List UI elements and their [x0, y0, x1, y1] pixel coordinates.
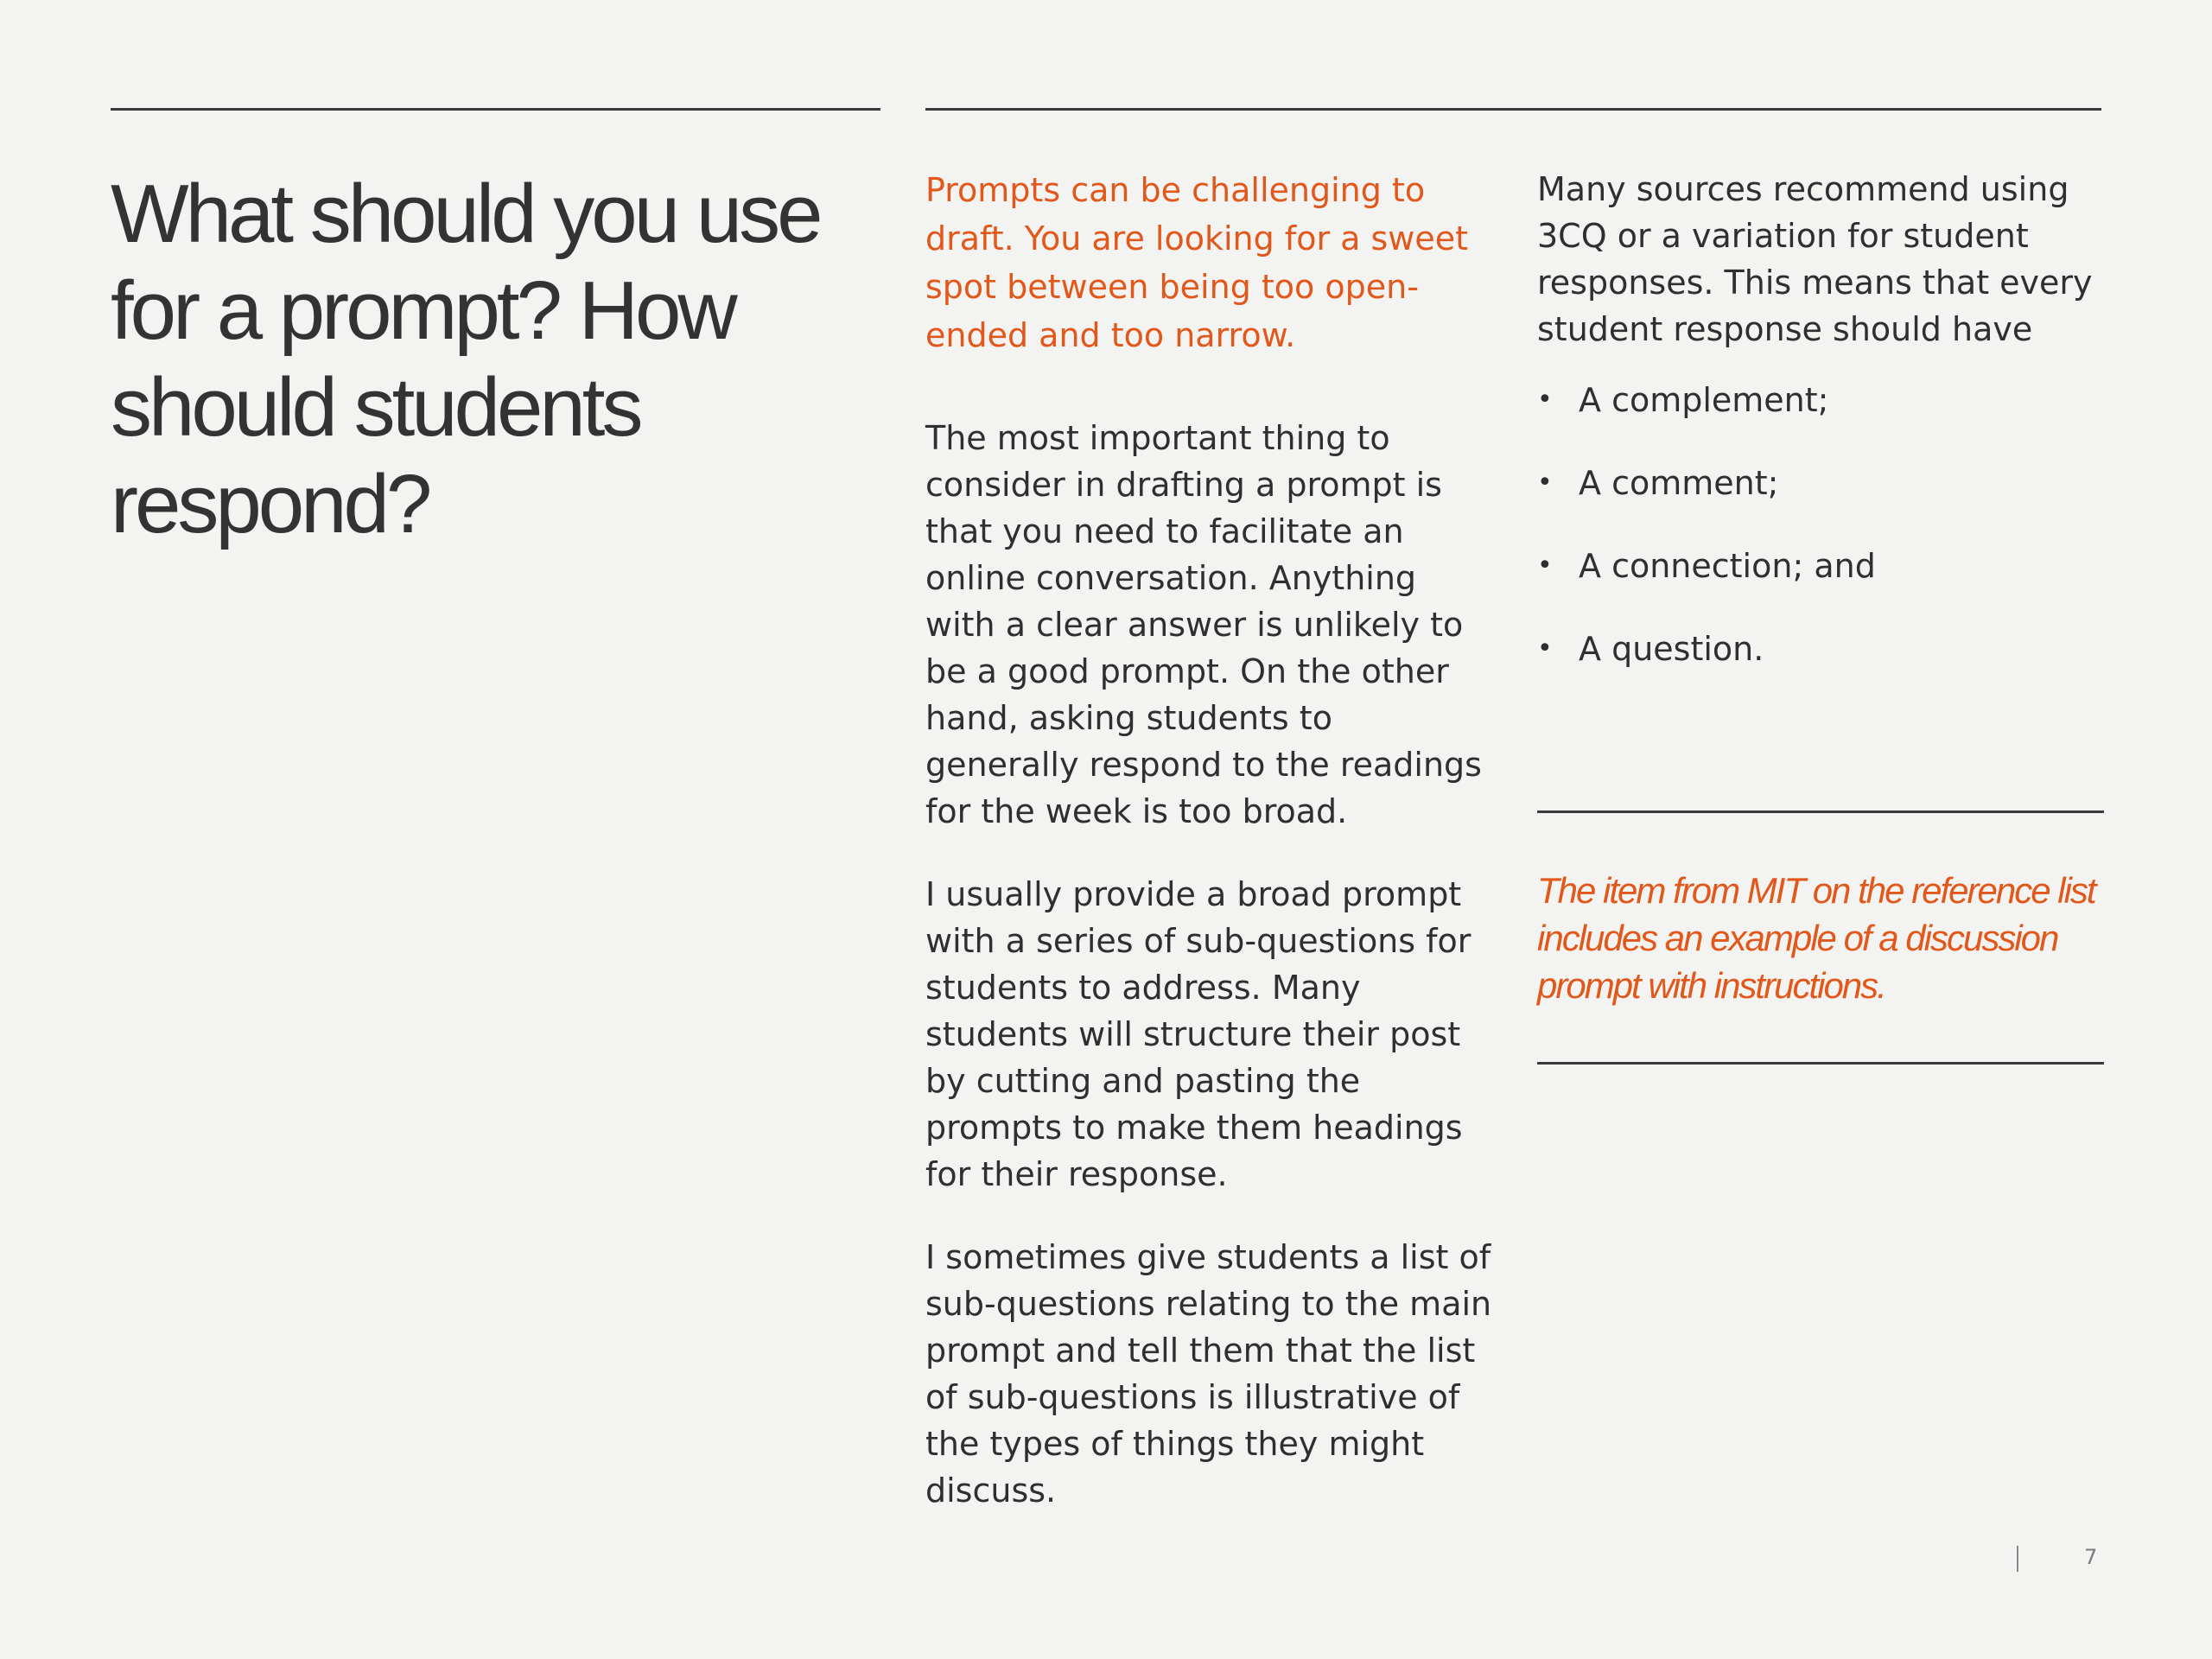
list-item-text: A comment;: [1579, 464, 1779, 502]
bullet-list: [1537, 377, 2107, 672]
list-item: [1537, 543, 2107, 589]
intro-paragraph: Many sources recommend using 3CQ or a variation for student responses. This means that every student response should have: [1537, 170, 2093, 348]
list-item: [1537, 377, 2107, 423]
body-paragraph: I sometimes give students a list of sub-questions relating to the main prompt and tell them that the list of sub-questions is illustrative of the types of things they might discuss.: [925, 1238, 1492, 1510]
body-paragraph: The most important thing to consider in drafting a prompt is that you need to facilitate an online conversation. Anything with a clear answer is unlikely to be a good prompt. On the other hand, asking students to generally respond to the readings for the week is too broad.: [925, 419, 1482, 830]
callout-rule-top: [1537, 810, 2104, 813]
list-item: [1537, 460, 2107, 506]
lead-paragraph: Prompts can be challenging to draft. You are looking for a sweet spot between being too open-ended and too narrow.: [925, 171, 1469, 354]
callout-rule-bottom: [1537, 1062, 2104, 1065]
middle-column: [925, 166, 1496, 1550]
body-paragraph: I usually provide a broad prompt with a series of sub-questions for students to address. Many students will structure their post by cutting and pasting the prompts to make them headings for their response.: [925, 875, 1471, 1193]
list-item: [1537, 626, 2107, 672]
page-number: 7: [2084, 1545, 2098, 1569]
bullet-icon: •: [1537, 385, 1553, 415]
list-item-text: A connection; and: [1579, 547, 1876, 585]
callout-text: The item from MIT on the reference list includes an example of a discussion prompt with instructions.: [1537, 870, 2095, 1006]
top-rule-right: [925, 108, 2101, 111]
top-rule-left: [111, 108, 880, 111]
bullet-icon: •: [1537, 633, 1553, 664]
footer-divider: [2017, 1546, 2018, 1572]
right-column: [1537, 166, 2107, 709]
list-item-text: A question.: [1579, 630, 1764, 668]
bullet-icon: •: [1537, 550, 1553, 581]
page-title: What should you use for a prompt? How should students respond?: [111, 168, 820, 550]
bullet-icon: •: [1537, 467, 1553, 498]
list-item-text: A complement;: [1579, 381, 1829, 419]
